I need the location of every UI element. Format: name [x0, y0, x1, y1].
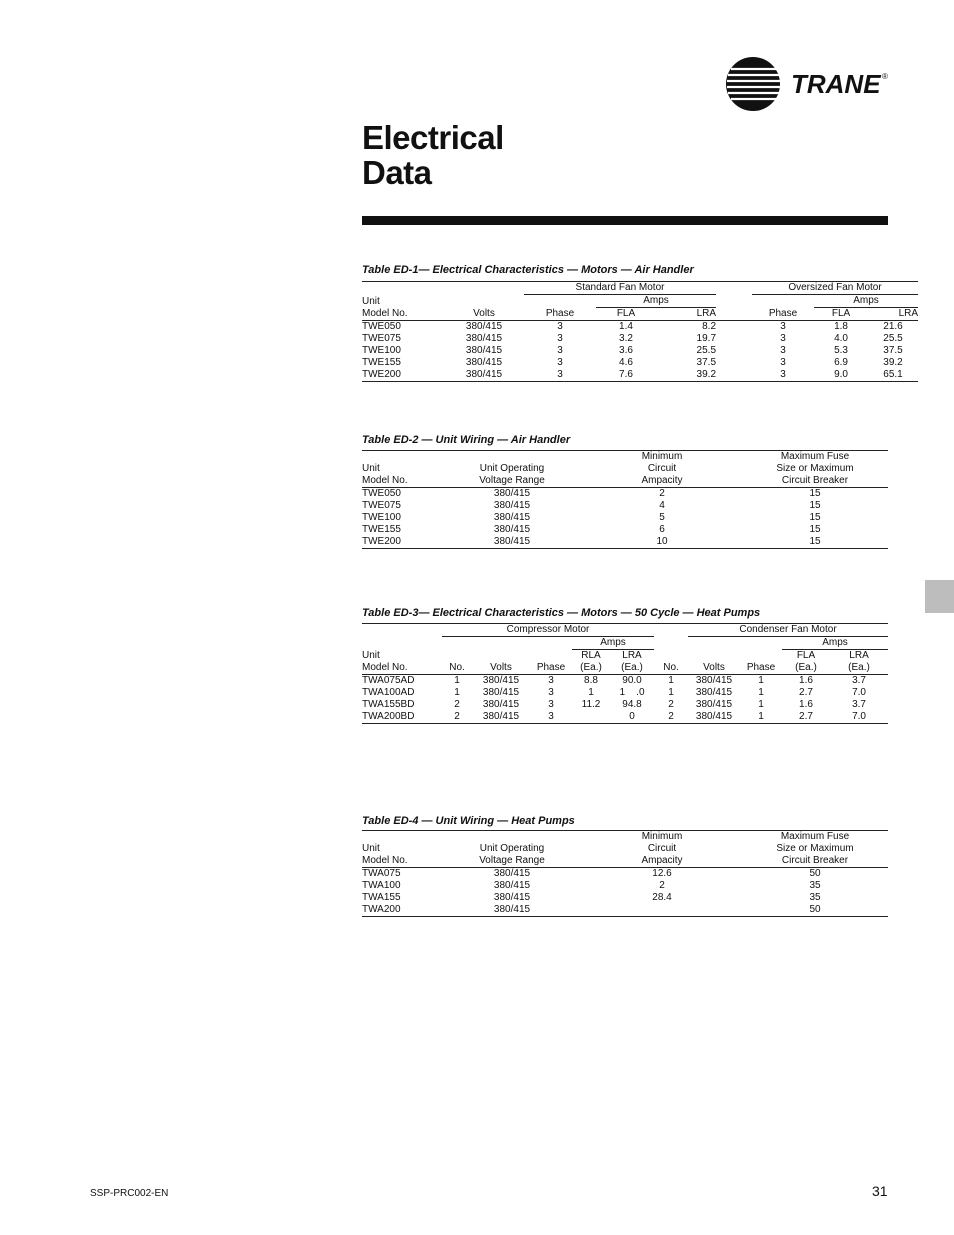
table-cell: 2 — [659, 880, 665, 891]
ed3-h-ea3: (Ea.) — [795, 662, 817, 673]
table-cell: 1 — [758, 699, 764, 710]
section-tab — [925, 580, 954, 613]
table-ed4 — [362, 830, 888, 917]
table-cell: TWA155BD — [362, 699, 415, 710]
brand-wordmark: TRANE — [791, 69, 881, 99]
table-cell: TWA100AD — [362, 687, 415, 698]
table-cell: 380/415 — [465, 369, 503, 380]
ed3-h-phase: Phase — [536, 662, 566, 673]
table-cell: 1 — [758, 687, 764, 698]
table-cell: 380/415 — [482, 711, 520, 722]
table-cell: 4.6 — [619, 357, 633, 368]
ed2-h-fuse3: Circuit Breaker — [781, 475, 849, 486]
table-row — [362, 868, 888, 881]
table-cell: 37.5 — [883, 345, 903, 356]
table-cell: TWA200 — [362, 904, 401, 915]
table-cell: 19.7 — [696, 333, 717, 344]
table-cell: 50 — [809, 904, 821, 915]
table-row — [362, 333, 918, 345]
table-cell: 12.6 — [652, 868, 672, 879]
table-cell: 5.3 — [834, 345, 848, 356]
table-cell: 380/415 — [465, 321, 503, 332]
ed3-h-lra: LRA — [622, 650, 642, 661]
table-cell: 3 — [557, 333, 563, 344]
ed3-h-fla: FLA — [796, 650, 816, 661]
table-cell: TWA155 — [362, 892, 401, 903]
table-row — [362, 524, 888, 536]
table-cell: 15 — [809, 512, 821, 523]
table-cell: 1.4 — [619, 321, 633, 332]
ed3-h-model: Model No. — [362, 662, 408, 673]
table-cell: 380/415 — [493, 500, 531, 511]
table-cell: 3 — [780, 369, 786, 380]
ed4-h-mca3: Ampacity — [641, 855, 683, 866]
table-cell: 0 — [629, 711, 635, 722]
table-cell: 7.0 — [852, 711, 866, 722]
ed3-group-cond: Condenser Fan Motor — [688, 624, 888, 637]
table-cell: 1 — [454, 675, 460, 686]
table-cell: 380/415 — [465, 345, 503, 356]
ed1-h-amps-over: Amps — [814, 295, 918, 308]
ed3-h-amps-cond: Amps — [782, 637, 888, 650]
table-cell: TWE075 — [362, 500, 401, 511]
table-cell: 1.6 — [799, 675, 813, 686]
ed1-h-phase2: Phase — [768, 308, 798, 319]
table-row — [362, 892, 888, 904]
ed2-h-mca1: Minimum — [641, 451, 683, 462]
ed2-h-fuse1: Maximum Fuse — [780, 451, 850, 462]
ed3-h-volts2: Volts — [703, 662, 725, 673]
table-row — [362, 321, 918, 334]
ed2-h-mca3: Ampacity — [641, 475, 683, 486]
ed3-h-lra2: LRA — [849, 650, 869, 661]
ed2-h-range2: Voltage Range — [479, 475, 545, 486]
table-row — [362, 904, 888, 917]
table-cell: 1 — [454, 687, 460, 698]
table-cell: 5 — [659, 512, 665, 523]
title-line-2: Data — [362, 154, 432, 191]
ed1-h-fla: FLA — [616, 308, 636, 319]
ed3-h-ea4: (Ea.) — [848, 662, 870, 673]
table-cell: 1.6 — [799, 699, 813, 710]
ed1-group-std: Standard Fan Motor — [524, 282, 716, 295]
table-cell: 94.8 — [622, 699, 642, 710]
table-row — [362, 880, 888, 892]
table-cell: 380/415 — [695, 699, 733, 710]
table-cell: 2 — [454, 699, 460, 710]
ed4-h-mca2: Circuit — [647, 843, 677, 854]
table-cell: 3 — [780, 345, 786, 356]
table-cell: 380/415 — [465, 357, 503, 368]
table-cell: 380/415 — [493, 488, 531, 499]
table-cell: TWE155 — [362, 524, 401, 535]
table-cell: 3 — [548, 675, 554, 686]
ed3-h-ea1: (Ea.) — [580, 662, 602, 673]
table-cell: 25.5 — [883, 333, 903, 344]
table-cell: 380/415 — [695, 711, 733, 722]
table-cell: 4.0 — [834, 333, 848, 344]
table-cell: TWE100 — [362, 345, 401, 356]
table-cell: TWE075 — [362, 333, 401, 344]
ed1-h-phase: Phase — [545, 308, 575, 319]
table-cell: 1 — [668, 675, 674, 686]
table-ed3 — [362, 623, 888, 724]
table-cell: 1 .0 — [619, 687, 645, 698]
table-cell: 380/415 — [482, 675, 520, 686]
table-cell: 3.6 — [619, 345, 633, 356]
table-cell: 3 — [780, 333, 786, 344]
registered-mark: ® — [882, 72, 888, 81]
ed2-h-model: Model No. — [362, 475, 408, 486]
ed2-h-unit: Unit — [362, 463, 380, 474]
ed1-h-lra: LRA — [696, 308, 717, 319]
title-rule — [362, 216, 888, 225]
table-cell: 380/415 — [482, 687, 520, 698]
table-cell: 3 — [557, 345, 563, 356]
ed2-h-fuse2: Size or Maximum — [776, 463, 854, 474]
table-cell: TWE050 — [362, 488, 401, 499]
table-cell: 11.2 — [581, 699, 601, 710]
table-cell: 3 — [548, 699, 554, 710]
page-number: 31 — [872, 1183, 888, 1199]
ed1-group-over: Oversized Fan Motor — [752, 282, 918, 295]
table-cell: 35 — [809, 880, 821, 891]
table-cell: 10 — [656, 536, 668, 547]
ed3-caption: Table ED-3— Electrical Characteristics — Motors — 50 Cycle — Heat Pumps — [362, 607, 761, 619]
title-line-1: Electrical — [362, 119, 504, 156]
table-cell: 380/415 — [493, 512, 531, 523]
table-cell: 39.2 — [696, 369, 717, 380]
table-cell: 3 — [548, 711, 554, 722]
table-cell: 1 — [588, 687, 594, 698]
table-cell: 3.7 — [852, 699, 866, 710]
table-cell: 1 — [758, 675, 764, 686]
ed4-h-fuse1: Maximum Fuse — [780, 831, 850, 842]
ed3-h-amps-comp: Amps — [572, 637, 654, 650]
table-cell: 50 — [809, 868, 821, 879]
ed3-h-phase2: Phase — [746, 662, 776, 673]
ed2-h-mca2: Circuit — [647, 463, 677, 474]
table-cell: 8.2 — [702, 321, 717, 332]
table-cell: TWA075AD — [362, 675, 415, 686]
ed1-h-fla2: FLA — [831, 308, 851, 319]
table-cell: TWE155 — [362, 357, 401, 368]
table-cell — [572, 711, 610, 724]
table-cell: TWE100 — [362, 512, 401, 523]
table-cell: 380/415 — [493, 868, 531, 879]
table-cell: TWA075 — [362, 868, 401, 879]
table-cell: 1 — [668, 687, 674, 698]
table-cell: 2 — [668, 699, 674, 710]
ed2-caption: Table ED-2 — Unit Wiring — Air Handler — [362, 434, 571, 446]
table-cell: TWE200 — [362, 369, 401, 380]
table-cell: 3 — [557, 321, 563, 332]
table-row — [362, 369, 918, 382]
table-cell: 3 — [780, 321, 786, 332]
table-row — [362, 512, 888, 524]
ed3-h-rla: RLA — [581, 650, 601, 661]
table-cell: 380/415 — [493, 536, 531, 547]
table-row — [362, 536, 888, 549]
page-title — [362, 120, 504, 190]
table-row — [362, 675, 888, 688]
ed1-h-lra2: LRA — [898, 308, 919, 319]
ed4-h-range2: Voltage Range — [479, 855, 545, 866]
ed1-h-amps-std: Amps — [596, 295, 716, 308]
table-cell: 39.2 — [883, 357, 903, 368]
ed3-h-no2: No. — [663, 662, 679, 673]
table-cell: 35 — [809, 892, 821, 903]
table-cell: 15 — [809, 500, 821, 511]
ed4-h-fuse2: Size or Maximum — [776, 843, 854, 854]
ed1-h-volts: Volts — [473, 308, 495, 319]
ed3-h-unit: Unit — [362, 650, 380, 661]
ed4-h-range1: Unit Operating — [479, 843, 545, 854]
table-row — [362, 357, 918, 369]
ed3-h-no: No. — [449, 662, 465, 673]
ed4-h-mca1: Minimum — [641, 831, 683, 842]
table-cell: 380/415 — [493, 892, 531, 903]
ed1-h-model: Model No. — [362, 308, 408, 319]
table-cell: 21.6 — [883, 321, 903, 332]
table-cell: 2 — [659, 488, 665, 499]
doc-id: SSP-PRC002-EN — [90, 1188, 169, 1199]
ed4-h-unit: Unit — [362, 843, 380, 854]
table-cell — [582, 904, 742, 917]
table-row — [362, 488, 888, 501]
table-row — [362, 345, 918, 357]
table-cell: 1 — [758, 711, 764, 722]
ed4-h-model: Model No. — [362, 855, 408, 866]
table-row — [362, 687, 888, 699]
table-cell: TWA100 — [362, 880, 401, 891]
table-cell: 15 — [809, 536, 821, 547]
ed4-h-fuse3: Circuit Breaker — [781, 855, 849, 866]
table-ed1 — [362, 281, 918, 382]
trane-logo — [725, 55, 890, 113]
table-cell: 7.0 — [852, 687, 866, 698]
ed3-h-ea2: (Ea.) — [621, 662, 643, 673]
table-cell: 28.4 — [652, 892, 672, 903]
table-cell: 380/415 — [695, 687, 733, 698]
ed4-caption: Table ED-4 — Unit Wiring — Heat Pumps — [362, 815, 575, 827]
table-cell: 2 — [668, 711, 674, 722]
table-cell: 9.0 — [834, 369, 848, 380]
table-cell: 3.2 — [619, 333, 633, 344]
table-cell: 3 — [780, 357, 786, 368]
table-cell: 7.6 — [619, 369, 633, 380]
ed2-h-range1: Unit Operating — [479, 463, 545, 474]
ed1-caption: Table ED-1— Electrical Characteristics — Motors — Air Handler — [362, 264, 694, 276]
table-cell: 2 — [454, 711, 460, 722]
table-cell: 3 — [557, 357, 563, 368]
table-cell: TWA200BD — [362, 711, 415, 722]
table-cell: 25.5 — [696, 345, 717, 356]
table-row — [362, 711, 888, 724]
table-row — [362, 500, 888, 512]
table-cell: 3 — [548, 687, 554, 698]
table-cell: 380/415 — [493, 524, 531, 535]
table-cell: 380/415 — [465, 333, 503, 344]
table-cell: 8.8 — [584, 675, 598, 686]
table-cell: TWE200 — [362, 536, 401, 547]
table-cell: 65.1 — [883, 369, 903, 380]
table-cell: 90.0 — [622, 675, 642, 686]
table-cell: 4 — [659, 500, 665, 511]
table-cell: 6.9 — [834, 357, 848, 368]
ed3-group-comp: Compressor Motor — [442, 624, 654, 637]
table-ed2 — [362, 450, 888, 549]
table-cell: 380/415 — [493, 880, 531, 891]
table-cell: 3 — [557, 369, 563, 380]
ed1-h-unit: Unit — [362, 295, 380, 307]
table-cell: 15 — [809, 524, 821, 535]
table-cell: TWE050 — [362, 321, 401, 332]
table-cell: 6 — [659, 524, 665, 535]
table-cell: 2.7 — [799, 711, 813, 722]
table-cell: 15 — [809, 488, 821, 499]
ed3-h-volts: Volts — [490, 662, 512, 673]
table-cell: 380/415 — [695, 675, 733, 686]
table-cell: 380/415 — [493, 904, 531, 915]
table-cell: 2.7 — [799, 687, 813, 698]
table-cell: 37.5 — [696, 357, 717, 368]
table-row — [362, 699, 888, 711]
table-cell: 1.8 — [834, 321, 848, 332]
table-cell: 380/415 — [482, 699, 520, 710]
table-cell: 3.7 — [852, 675, 866, 686]
